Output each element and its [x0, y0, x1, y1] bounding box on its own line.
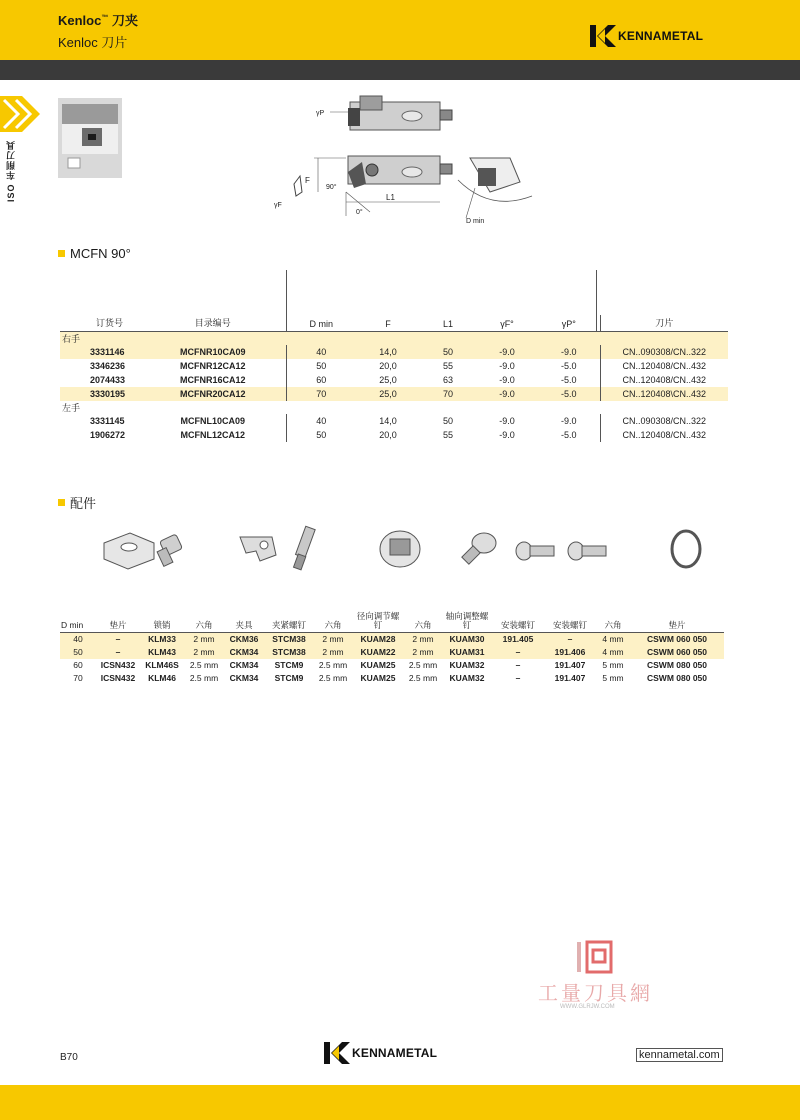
- cell-gp: -9.0: [538, 345, 600, 359]
- cell-order: 3330195: [60, 387, 140, 401]
- cell-l1: 50: [442, 415, 453, 426]
- cell-gp: -5.0: [538, 387, 600, 401]
- acc-cell: 2 mm: [404, 633, 442, 646]
- lock-pin-icon: [157, 534, 182, 566]
- acc-cell: 4 mm: [596, 633, 630, 646]
- acc-cell: 2.5 mm: [318, 673, 348, 683]
- acc-cell: 2 mm: [184, 633, 224, 646]
- cell-dmin: 50: [316, 429, 327, 440]
- acc-cell: KUAM25: [360, 673, 396, 683]
- radial-screw-icon: [380, 531, 420, 567]
- cell-order: 1906272: [90, 429, 126, 440]
- acc-cell: 4 mm: [596, 646, 630, 659]
- cell-f: 14,0: [356, 345, 420, 359]
- acc-cell: CSWM 060 050: [630, 646, 724, 659]
- acc-cell: 2 mm: [314, 633, 352, 646]
- cell-order: 3331146: [60, 345, 140, 359]
- group-row: [60, 401, 728, 414]
- clamp-icon: [240, 537, 276, 561]
- acc-cell: KLM46S: [145, 660, 179, 670]
- cell-catalog: MCFNL12CA12: [140, 428, 286, 442]
- acc-cell: STCM9: [274, 660, 304, 670]
- cell-catalog: MCFNR20CA12: [140, 387, 286, 401]
- acc-cell: 191.405: [492, 633, 544, 646]
- cell-l1: 55: [442, 429, 453, 440]
- acc-cell: CKM36: [224, 633, 264, 646]
- footer-brand-text: KENNAMETAL: [352, 1046, 438, 1060]
- table-row: [60, 646, 724, 659]
- acc-col-4: 夹具: [235, 620, 253, 630]
- acc-cell: KLM43: [140, 646, 184, 659]
- label-f: F: [305, 176, 310, 185]
- acc-cell: 60: [73, 660, 83, 670]
- cell-catalog: MCFNR10CA09: [140, 345, 286, 359]
- cell-gf: -9.0: [499, 360, 515, 371]
- col-l1: L1: [442, 318, 453, 329]
- header-logo: [590, 25, 703, 47]
- cell-catalog: MCFNR16CA12: [140, 373, 286, 387]
- section2-title-text: 配件: [70, 496, 97, 511]
- acc-cell: CSWM 080 050: [647, 673, 707, 683]
- acc-cell: KUAM31: [442, 646, 492, 659]
- label-gamma-f: γF: [274, 202, 282, 209]
- cell-dmin: 40: [286, 345, 356, 359]
- acc-cell: –: [544, 633, 596, 646]
- acc-cell: 2 mm: [184, 646, 224, 659]
- holder-table: [60, 315, 728, 442]
- acc-col-10: 安装螺钉: [500, 620, 535, 630]
- accessory-parts-row: [100, 525, 720, 575]
- cell-dmin: 40: [316, 415, 327, 426]
- section1-title-text: MCFN 90°: [70, 246, 131, 261]
- acc-cell: 191.407: [554, 673, 586, 683]
- acc-cell: KUAM30: [442, 633, 492, 646]
- mounting-screw-icon: [516, 542, 554, 560]
- acc-cell: KUAM22: [352, 646, 404, 659]
- acc-col-2: 锁销: [153, 620, 171, 630]
- dark-band: [0, 60, 800, 80]
- acc-cell: 2.5 mm: [318, 660, 348, 670]
- cell-order: 2074433: [90, 374, 126, 385]
- acc-col-5: 夹紧螺钉: [271, 620, 306, 630]
- acc-cell: 40: [60, 633, 96, 646]
- cell-insert: CN..120408/CN..432: [622, 360, 707, 371]
- acc-cell: ICSN432: [100, 660, 136, 670]
- title-main: Kenloc: [58, 13, 102, 28]
- col-catalog: 目录编号: [140, 315, 286, 331]
- page-subtitle: Kenloc 刀片: [58, 35, 128, 50]
- label-gamma-p: γP: [316, 110, 325, 117]
- table-row: [60, 373, 728, 387]
- footer-logo: [324, 1042, 437, 1064]
- acc-cell: CKM34: [224, 646, 264, 659]
- acc-cell: 70: [73, 673, 83, 683]
- label-l1: L1: [386, 193, 395, 202]
- cell-order: 3346236: [90, 360, 126, 371]
- acc-cell: 5 mm: [602, 660, 624, 670]
- header-band: [0, 0, 800, 60]
- cell-insert: CN..090308/CN..322: [600, 345, 728, 359]
- cell-l1: 55: [442, 360, 453, 371]
- cell-catalog: MCFNR12CA12: [140, 359, 286, 373]
- cell-l1: 63: [442, 374, 453, 385]
- acc-cell: CKM34: [229, 673, 259, 683]
- cell-insert: CN..120408/CN..432: [622, 374, 707, 385]
- table-row: [60, 672, 724, 685]
- thumbnail-diagram: [58, 98, 122, 178]
- acc-cell: ICSN432: [100, 673, 136, 683]
- cell-insert: CN..090308/CN..322: [622, 415, 707, 426]
- title-tm: ™: [101, 14, 109, 22]
- axial-screw-icon: [462, 533, 496, 564]
- label-90: 90°: [326, 184, 337, 191]
- acc-cell: STCM38: [264, 633, 314, 646]
- watermark-cn: 工量刀具網: [538, 983, 653, 1005]
- cell-dmin: 60: [316, 374, 327, 385]
- cell-dmin: 70: [286, 387, 356, 401]
- acc-col-13: 垫片: [668, 620, 686, 630]
- col-gf: γF°: [500, 318, 514, 329]
- acc-cell: –: [96, 633, 140, 646]
- watermark-url: WWW.GLRJW.COM: [560, 1004, 615, 1010]
- col-insert: 刀片: [655, 317, 674, 328]
- shim-icon: [104, 533, 154, 569]
- acc-cell: –: [96, 646, 140, 659]
- section-marker-icon: [58, 499, 65, 506]
- label-zero: 0°: [356, 209, 363, 216]
- acc-cell: CSWM 060 050: [630, 633, 724, 646]
- table-row: [60, 428, 728, 442]
- col-order: 订货号: [96, 317, 124, 328]
- cell-gp: -5.0: [538, 373, 600, 387]
- acc-col-6: 六角: [324, 620, 342, 630]
- cell-f: 14,0: [379, 415, 397, 426]
- cell-gf: -9.0: [499, 415, 515, 426]
- section-title-mcfn: [58, 246, 131, 261]
- label-dmin: D min: [466, 218, 485, 225]
- acc-cell: 2 mm: [404, 646, 442, 659]
- cell-f: 20,0: [379, 360, 397, 371]
- acc-cell: KUAM32: [449, 660, 485, 670]
- acc-col-3: 六角: [195, 620, 213, 630]
- acc-col-1: 垫片: [109, 620, 127, 630]
- acc-cell: 2 mm: [314, 646, 352, 659]
- acc-col-8: 六角: [414, 620, 432, 630]
- clamp-screw-icon: [294, 526, 316, 570]
- kennametal-k-icon: [590, 25, 616, 47]
- holder-dimension-diagram: [270, 92, 540, 232]
- group-label: 右手: [60, 331, 728, 345]
- group-label: 左手: [62, 402, 81, 413]
- acc-cell: CKM34: [229, 660, 259, 670]
- col-gp: γP°: [538, 315, 600, 331]
- table-row: [60, 387, 728, 401]
- acc-cell: KUAM25: [360, 660, 396, 670]
- acc-cell: 2.5 mm: [408, 660, 438, 670]
- acc-cell: STCM9: [274, 673, 304, 683]
- section-title-accessories: [58, 493, 96, 512]
- table-row: [60, 414, 728, 428]
- side-chevron-icon: [0, 96, 52, 132]
- cell-l1: 50: [420, 345, 476, 359]
- acc-cell: 50: [60, 646, 96, 659]
- section-marker-icon: [58, 250, 65, 257]
- table-row: [60, 633, 724, 646]
- table-row: [60, 359, 728, 373]
- acc-cell: 2.5 mm: [189, 673, 219, 683]
- cell-f: 25,0: [379, 374, 397, 385]
- cell-gf: -9.0: [476, 387, 538, 401]
- page-title: [58, 10, 138, 29]
- acc-cell: KUAM32: [449, 673, 485, 683]
- page-number: B70: [60, 1052, 78, 1063]
- acc-col-11: 安装螺钉: [552, 620, 587, 630]
- cell-gf: -9.0: [476, 345, 538, 359]
- acc-cell: –: [515, 660, 521, 670]
- acc-cell: STCM38: [264, 646, 314, 659]
- cell-l1: 70: [420, 387, 476, 401]
- cell-gp: -9.0: [538, 414, 600, 428]
- cell-order: 3331145: [90, 415, 125, 426]
- acc-cell: 5 mm: [602, 673, 624, 683]
- accessories-table: [60, 612, 724, 685]
- acc-col-9: 轴向调整螺钉: [445, 611, 489, 630]
- table-row: [60, 345, 728, 359]
- accessories-table-header: [60, 612, 724, 633]
- acc-col-12: 六角: [604, 620, 622, 630]
- cell-gp: -5.0: [538, 428, 600, 442]
- acc-cell: 191.407: [554, 660, 586, 670]
- acc-cell: KLM46: [148, 673, 176, 683]
- acc-cell: 2.5 mm: [189, 660, 219, 670]
- cell-f: 25,0: [356, 387, 420, 401]
- cell-catalog: MCFNL10CA09: [140, 414, 286, 428]
- acc-cell: CSWM 080 050: [647, 660, 707, 670]
- cell-gf: -9.0: [499, 429, 515, 440]
- acc-cell: –: [515, 673, 521, 683]
- group-row: [60, 331, 728, 345]
- header-brand-text: KENNAMETAL: [618, 29, 704, 43]
- acc-cell: 2.5 mm: [408, 673, 438, 683]
- cell-insert: CN..120408\CN..432: [600, 387, 728, 401]
- acc-cell: KLM33: [140, 633, 184, 646]
- footer-band: [0, 1085, 800, 1120]
- holder-table-header: [60, 315, 728, 331]
- acc-cell: –: [492, 646, 544, 659]
- col-f: F: [385, 318, 391, 329]
- watermark-logo-icon: [575, 940, 615, 974]
- table-row: [60, 659, 724, 672]
- cell-gp: -5.0: [538, 359, 600, 373]
- side-label: ISO 车削刀具: [6, 140, 16, 203]
- washer-icon: [672, 531, 700, 567]
- col-dmin: D min: [309, 318, 333, 329]
- mounting-screw-icon: [568, 542, 606, 560]
- footer-url-link[interactable]: kennametal.com: [636, 1048, 723, 1062]
- title-rest: 刀夹: [108, 13, 138, 28]
- cell-gf: -9.0: [499, 374, 515, 385]
- acc-cell: KUAM28: [352, 633, 404, 646]
- acc-cell: 191.406: [544, 646, 596, 659]
- cell-f: 20,0: [379, 429, 397, 440]
- acc-col-7: 径向调节螺钉: [356, 611, 400, 630]
- cell-dmin: 50: [316, 360, 327, 371]
- acc-col-0: D min: [61, 620, 84, 630]
- kennametal-k-icon: [324, 1042, 350, 1064]
- cell-insert: CN..120408/CN..432: [622, 429, 707, 440]
